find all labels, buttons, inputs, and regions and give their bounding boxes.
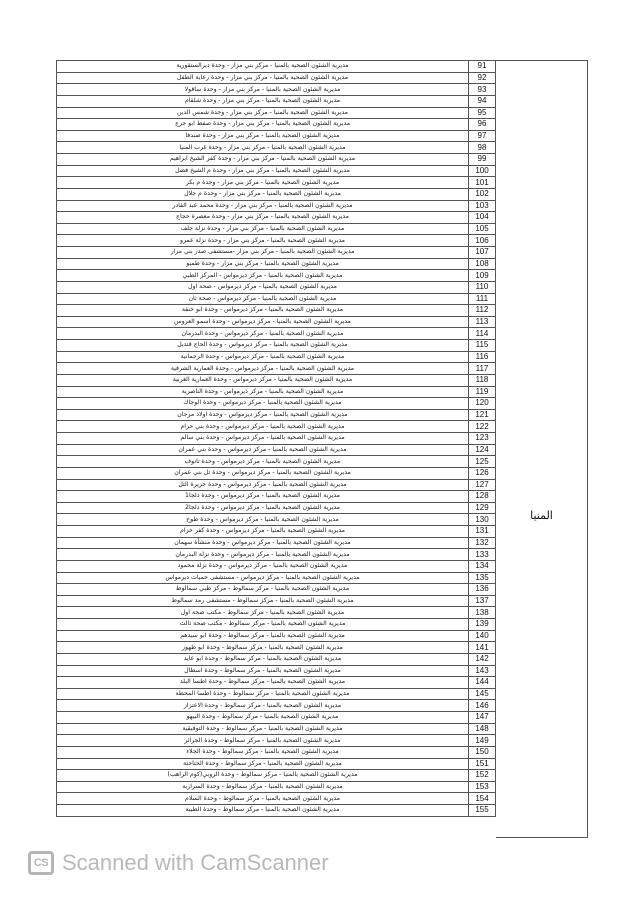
row-number-cell: 122	[469, 421, 496, 433]
table-row	[57, 363, 496, 375]
row-number-cell: 151	[469, 758, 496, 770]
table-row	[57, 374, 496, 386]
table-row	[57, 386, 496, 398]
row-number-cell: 154	[469, 793, 496, 805]
row-number-cell: 124	[469, 444, 496, 456]
table-row	[57, 444, 496, 456]
row-number-cell: 144	[469, 677, 496, 689]
facility-name-cell: مديرية الشئون الصحية بالمنيا - مركز ديرمواس - وحدة اسمو العروس	[57, 316, 469, 328]
facility-name-cell: مديرية الشئون الصحية بالمنيا - مركز سمالوط - وحدة الروبي(كوم الراهب)	[57, 770, 469, 782]
facility-name-cell: مديرية الشئون الصحية بالمنيا - مركز ديرمواس - وحدة ابو خنقة	[57, 305, 469, 317]
row-number-cell: 101	[469, 177, 496, 189]
row-number-cell: 95	[469, 107, 496, 119]
table-row	[57, 770, 496, 782]
facility-name-cell: مديرية الشئون الصحية بالمنيا - مركز بني مزار - وحدة محمد عبد القادر	[57, 200, 469, 212]
table-row	[57, 665, 496, 677]
table-row	[57, 688, 496, 700]
row-number-cell: 146	[469, 700, 496, 712]
row-number-cell: 153	[469, 781, 496, 793]
facility-name-cell: مديرية الشئون الصحية بالمنيا - مركز بني مزار - وحدة كفر الشيخ ابراهيم	[57, 154, 469, 166]
row-number-cell: 139	[469, 619, 496, 631]
table-row	[57, 409, 496, 421]
row-number-cell: 123	[469, 433, 496, 445]
table-row	[57, 537, 496, 549]
table-row	[57, 119, 496, 131]
table-row	[57, 433, 496, 445]
row-number-cell: 98	[469, 142, 496, 154]
table-row	[57, 479, 496, 491]
facility-name-cell: مديرية الشئون الصحية بالمنيا - مركز ديرمواس - وحدة الرحمانية	[57, 351, 469, 363]
facility-name-cell: مديرية الشئون الصحية بالمنيا - مركز ديرمواس - المركز الطبي	[57, 270, 469, 282]
row-number-cell: 136	[469, 584, 496, 596]
facility-name-cell: مديرية الشئون الصحية بالمنيا - مركز سمالوط - وحدة الجزائر	[57, 735, 469, 747]
table-row	[57, 700, 496, 712]
table-row	[57, 188, 496, 200]
facility-name-cell: مديرية الشئون الصحية بالمنيا - مركز بني مزار - وحدة شلقام	[57, 95, 469, 107]
facility-name-cell: مديرية الشئون الصحية بالمنيا - مركز بني مزار - وحدة معصرة حجاج	[57, 212, 469, 224]
row-number-cell: 114	[469, 328, 496, 340]
table-row	[57, 653, 496, 665]
table-row	[57, 130, 496, 142]
row-number-cell: 140	[469, 630, 496, 642]
row-number-cell: 117	[469, 363, 496, 375]
facility-name-cell: مديرية الشئون الصحية بالمنيا - مركز سمالوط - مركز طبي سمالوط	[57, 584, 469, 596]
row-number-cell: 152	[469, 770, 496, 782]
facility-name-cell: مديرية الشئون الصحية بالمنيا - مركز ديرمواس - وحدة العمارية الغربية	[57, 374, 469, 386]
facility-name-cell: مديرية الشئون الصحية بالمنيا - مركز سمالوط - وحدة السرارية	[57, 781, 469, 793]
row-number-cell: 115	[469, 340, 496, 352]
table-row	[57, 305, 496, 317]
table-row	[57, 677, 496, 689]
facility-name-cell: مديرية الشئون الصحية بالمنيا - مركز بني مزار - وحدة غرب المنيا	[57, 142, 469, 154]
table-row	[57, 165, 496, 177]
row-number-cell: 148	[469, 723, 496, 735]
row-number-cell: 105	[469, 223, 496, 235]
table-row	[57, 502, 496, 514]
facility-name-cell: مديرية الشئون الصحية بالمنيا - مركز سمالوط - وحدة السلام	[57, 793, 469, 805]
row-number-cell: 118	[469, 374, 496, 386]
facility-name-cell: مديرية الشئون الصحية بالمنيا - مركز ديرمواس - مستشفى حميات ديرمواس	[57, 572, 469, 584]
table-row	[57, 456, 496, 468]
camscanner-text: Scanned with CamScanner	[62, 850, 329, 875]
row-number-cell: 138	[469, 607, 496, 619]
camscanner-watermark	[28, 850, 329, 876]
facility-name-cell: مديرية الشئون الصحية بالمنيا - مركز سمالوط - وحدة ابو عايد	[57, 653, 469, 665]
facility-name-cell: مديرية الشئون الصحية بالمنيا - مركز بني مزار - وحدة صفط ابو جرج	[57, 119, 469, 131]
facility-name-cell: مديرية الشئون الصحية بالمنيا - مركز سمالوط - مكتب صحة ثالث	[57, 619, 469, 631]
facility-name-cell: مديرية الشئون الصحية بالمنيا - مركز سمالوط - وحدة الطيبة	[57, 805, 469, 817]
table-body	[57, 61, 496, 817]
facility-name-cell: مديرية الشئون الصحية بالمنيا - مركز ديرمواس - صحة اول	[57, 281, 469, 293]
facility-name-cell: مديرية الشئون الصحية بالمنيا - مركز سمالوط - مستشفى رمد سمالوط	[57, 595, 469, 607]
row-number-cell: 110	[469, 281, 496, 293]
facility-name-cell: مديرية الشئون الصحية بالمنيا - مركز ديرمواس - وحدة طوخ	[57, 514, 469, 526]
row-number-cell: 106	[469, 235, 496, 247]
table-row	[57, 491, 496, 503]
document-sheet	[56, 60, 588, 838]
table-row	[57, 235, 496, 247]
facility-name-cell: مديرية الشئون الصحية بالمنيا - مركز ديرمواس - صحة ثان	[57, 293, 469, 305]
facility-name-cell: مديرية الشئون الصحية بالمنيا - مركز بني مزار - وحدة نزلة جلف	[57, 223, 469, 235]
row-number-cell: 147	[469, 712, 496, 724]
row-number-cell: 109	[469, 270, 496, 282]
row-number-cell: 141	[469, 642, 496, 654]
table-row	[57, 398, 496, 410]
facility-name-cell: مديرية الشئون الصحية بالمنيا - مركز ديرمواس - وحدة بني عمران	[57, 444, 469, 456]
facility-name-cell: مديرية الشئون الصحية بالمنيا - مركز سمالوط - وحدة ابو طهور	[57, 642, 469, 654]
table-row	[57, 247, 496, 259]
table-row	[57, 200, 496, 212]
table-row	[57, 107, 496, 119]
row-number-cell: 125	[469, 456, 496, 468]
facility-name-cell: مديرية الشئون الصحية بالمنيا - مركز سمالوط - وحدة التوفيقية	[57, 723, 469, 735]
facility-name-cell: مديرية الشئون الصحية بالمنيا - مركز بني مزار - وحدة م جلال	[57, 188, 469, 200]
row-number-cell: 107	[469, 247, 496, 259]
row-number-cell: 131	[469, 526, 496, 538]
facility-name-cell: مديرية الشئون الصحية بالمنيا - مركز ديرمواس - وحدة كفر خزام	[57, 526, 469, 538]
row-number-cell: 135	[469, 572, 496, 584]
table-row	[57, 467, 496, 479]
row-number-cell: 128	[469, 491, 496, 503]
facility-name-cell: مديرية الشئون الصحية بالمنيا - مركز سمالوط - وحدة اطسا البلد	[57, 677, 469, 689]
table-row	[57, 712, 496, 724]
row-number-cell: 111	[469, 293, 496, 305]
table-row	[57, 642, 496, 654]
table-row	[57, 560, 496, 572]
facility-name-cell: مديرية الشئون الصحية بالمنيا - مركز ديرمواس - وحدة نزلة البدرمان	[57, 549, 469, 561]
table-row	[57, 177, 496, 189]
facility-name-cell: مديرية الشئون الصحية بالمنيا - مركز ديرمواس - وحدة نزلة محمود	[57, 560, 469, 572]
row-number-cell: 133	[469, 549, 496, 561]
table-row	[57, 223, 496, 235]
table-row	[57, 328, 496, 340]
row-number-cell: 93	[469, 84, 496, 96]
facility-name-cell: مديرية الشئون الصحية بالمنيا - مركز بني مزار - وحدة طمبو	[57, 258, 469, 270]
row-number-cell: 116	[469, 351, 496, 363]
table-row	[57, 549, 496, 561]
row-number-cell: 108	[469, 258, 496, 270]
region-label: المنيا	[530, 509, 553, 522]
row-number-cell: 103	[469, 200, 496, 212]
facility-name-cell: مديرية الشئون الصحية بالمنيا - مركز ديرمواس - وحدة اولاد مرجان	[57, 409, 469, 421]
table-row	[57, 793, 496, 805]
table-row	[57, 154, 496, 166]
table-row	[57, 142, 496, 154]
table-row	[57, 61, 496, 73]
table-row	[57, 758, 496, 770]
row-number-cell: 100	[469, 165, 496, 177]
table-row	[57, 84, 496, 96]
table-row	[57, 340, 496, 352]
row-number-cell: 126	[469, 467, 496, 479]
table-row	[57, 316, 496, 328]
table-row	[57, 258, 496, 270]
row-number-cell: 94	[469, 95, 496, 107]
facility-name-cell: مديرية الشئون الصحية بالمنيا - مركز ديرمواس - وحدة بني حرام	[57, 421, 469, 433]
row-number-cell: 150	[469, 746, 496, 758]
facility-name-cell: مديرية الشئون الصحية بالمنيا - مركز بني مزار - وحدة صندفا	[57, 130, 469, 142]
facility-name-cell: مديرية الشئون الصحية بالمنيا - مركز بني مزار - وحدة رعاية الطفل	[57, 72, 469, 84]
facility-name-cell: مديرية الشئون الصحية بالمنيا - مركز بني مزار - وحدة شمس الدين	[57, 107, 469, 119]
table-row	[57, 781, 496, 793]
row-number-cell: 134	[469, 560, 496, 572]
table-row	[57, 212, 496, 224]
row-number-cell: 137	[469, 595, 496, 607]
facility-name-cell: مديرية الشئون الصحية بالمنيا - مركز بني مزار - وحدة ديرالستقورية	[57, 61, 469, 73]
row-number-cell: 96	[469, 119, 496, 131]
table-row	[57, 630, 496, 642]
facility-name-cell: مديرية الشئون الصحية بالمنيا - مركز ديرمواس - وحدة جزيرة التل	[57, 479, 469, 491]
table-row	[57, 595, 496, 607]
facility-name-cell: مديرية الشئون الصحية بالمنيا - مركز بني مزار - وحدة نزلة عمرو	[57, 235, 469, 247]
facility-name-cell: مديرية الشئون الصحية بالمنيا - مركز سمالوط - وحدة ابو سيدهم	[57, 630, 469, 642]
row-number-cell: 112	[469, 305, 496, 317]
table-row	[57, 619, 496, 631]
facility-name-cell: مديرية الشئون الصحية بالمنيا - مركز ديرمواس - وحدة بني سالم	[57, 433, 469, 445]
facility-name-cell: مديرية الشئون الصحية بالمنيا - مركز ديرمواس - وحدة دلجا2	[57, 502, 469, 514]
row-number-cell: 104	[469, 212, 496, 224]
table-row	[57, 746, 496, 758]
facility-name-cell: مديرية الشئون الصحية بالمنيا - مركز بني مزار - وحدة م الشيخ فضل	[57, 165, 469, 177]
facility-name-cell: مديرية الشئون الصحية بالمنيا - مركز سمالوط - مكتب صحة اول	[57, 607, 469, 619]
table-row	[57, 572, 496, 584]
row-number-cell: 113	[469, 316, 496, 328]
facility-name-cell: مديرية الشئون الصحية بالمنيا - مركز ديرمواس - وحدة الوجاك	[57, 398, 469, 410]
row-number-cell: 91	[469, 61, 496, 73]
row-number-cell: 145	[469, 688, 496, 700]
facility-name-cell: مديرية الشئون الصحية بالمنيا - مركز بني مزار - وحدة ساقولا	[57, 84, 469, 96]
table-row	[57, 95, 496, 107]
table-row	[57, 270, 496, 282]
facility-name-cell: مديرية الشئون الصحية بالمنيا - مركز ديرمواس - وحدة البدرمان	[57, 328, 469, 340]
table-row	[57, 723, 496, 735]
facility-name-cell: مديرية الشئون الصحية بالمنيا - مركز ديرمواس - وحدة منشأة سهمان	[57, 537, 469, 549]
table-row	[57, 72, 496, 84]
facility-name-cell: مديرية الشئون الصحية بالمنيا - مركز ديرمواس - وحدة تانوف	[57, 456, 469, 468]
row-number-cell: 121	[469, 409, 496, 421]
table-row	[57, 351, 496, 363]
facility-name-cell: مديرية الشئون الصحية بالمنيا - مركز ديرمواس - وحدة الناصرية	[57, 386, 469, 398]
camscanner-logo-text: CS	[33, 857, 49, 869]
facility-name-cell: مديرية الشئون الصحية بالمنيا - مركز سمالوط - وحدة الاعتزاز	[57, 700, 469, 712]
table-row	[57, 607, 496, 619]
facilities-table	[56, 60, 496, 817]
row-number-cell: 149	[469, 735, 496, 747]
row-number-cell: 102	[469, 188, 496, 200]
row-number-cell: 119	[469, 386, 496, 398]
row-number-cell: 92	[469, 72, 496, 84]
facility-name-cell: مديرية الشئون الصحية بالمنيا - مركز ديرمواس - وحدة العمارية الشرقية	[57, 363, 469, 375]
row-number-cell: 120	[469, 398, 496, 410]
facility-name-cell: مديرية الشئون الصحية بالمنيا - مركز سمالوط - وحدة الحتاحتة	[57, 758, 469, 770]
row-number-cell: 129	[469, 502, 496, 514]
facility-name-cell: مديرية الشئون الصحية بالمنيا - مركز ديرمواس - وحدة الحاج قنديل	[57, 340, 469, 352]
facility-name-cell: مديرية الشئون الصحية بالمنيا - مركز بني مزار - وحدة م بكر	[57, 177, 469, 189]
facility-name-cell: مديرية الشئون الصحية بالمنيا - مركز ديرمواس - وحدة دلجا1	[57, 491, 469, 503]
table-row	[57, 293, 496, 305]
row-number-cell: 99	[469, 154, 496, 166]
table-row	[57, 421, 496, 433]
region-column	[496, 60, 588, 838]
facility-name-cell: مديرية الشئون الصحية بالمنيا - مركز سمالوط - وحدة البيهو	[57, 712, 469, 724]
facility-name-cell: مديرية الشئون الصحية بالمنيا - مركز بني مزار -مستشفى صدر بني مزار	[57, 247, 469, 259]
row-number-cell: 132	[469, 537, 496, 549]
row-number-cell: 97	[469, 130, 496, 142]
row-number-cell: 127	[469, 479, 496, 491]
table-row	[57, 281, 496, 293]
row-number-cell: 143	[469, 665, 496, 677]
table-row	[57, 514, 496, 526]
table-row	[57, 735, 496, 747]
camscanner-logo-icon	[28, 851, 54, 875]
facility-name-cell: مديرية الشئون الصحية بالمنيا - مركز سمالوط - وحدة اطسا المحطة	[57, 688, 469, 700]
row-number-cell: 130	[469, 514, 496, 526]
table-row	[57, 584, 496, 596]
row-number-cell: 155	[469, 805, 496, 817]
facility-name-cell: مديرية الشئون الصحية بالمنيا - مركز سمالوط - وحدة اسطال	[57, 665, 469, 677]
facility-name-cell: مديرية الشئون الصحية بالمنيا - مركز سمالوط - وحدة الجلاء	[57, 746, 469, 758]
table-row	[57, 805, 496, 817]
facility-name-cell: مديرية الشئون الصحية بالمنيا - مركز ديرمواس - وحدة تل بني عمران	[57, 467, 469, 479]
table-row	[57, 526, 496, 538]
row-number-cell: 142	[469, 653, 496, 665]
